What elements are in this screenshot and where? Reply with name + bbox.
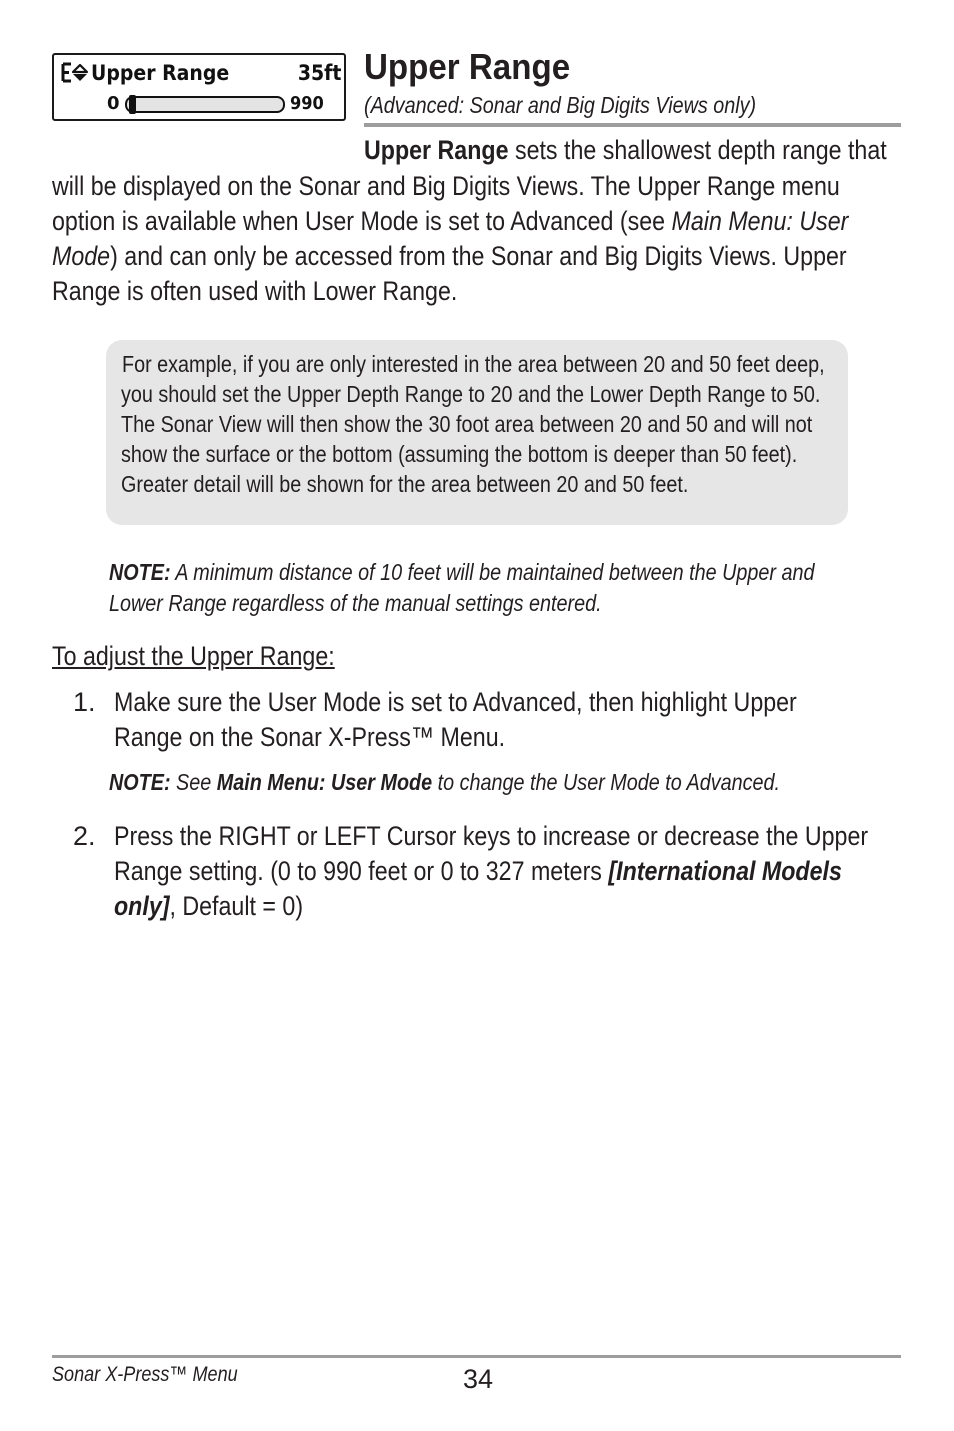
intro-line-5: Range is often used with Lower Range.	[52, 276, 458, 306]
cross-reference: Main Menu: User Mode	[216, 769, 433, 795]
expand-arrows-icon	[61, 61, 89, 90]
menu-label: Upper Range	[91, 61, 230, 85]
slider-min-label: 0	[107, 93, 120, 114]
note-line-1	[109, 558, 814, 586]
term-upper-range: Upper Range	[364, 135, 509, 165]
example-line: The Sonar View will then show the 30 foot area between 20 and 50 and will not	[121, 411, 813, 437]
cross-reference: Mode	[52, 241, 111, 271]
cross-reference: Main Menu: User	[671, 206, 849, 236]
page-number: 34	[463, 1364, 494, 1394]
example-line: you should set the Upper Depth Range to 20 and the Lower Depth Range to 50.	[121, 381, 821, 407]
models-qualifier: [International Models	[608, 856, 842, 886]
step-number: 1.	[73, 687, 96, 717]
section-heading: To adjust the Upper Range:	[52, 641, 335, 671]
note-text: A minimum distance of 10 feet will be maintained between the Upper and	[170, 559, 815, 585]
step-1-line-2: Range on the Sonar X-Press™ Menu.	[114, 722, 506, 752]
note-text: See	[170, 769, 217, 795]
note-text: to change the User Mode to Advanced.	[432, 769, 780, 795]
note-user-mode	[109, 768, 780, 796]
intro-line-4	[52, 240, 847, 272]
intro-line-2: will be displayed on the Sonar and Big Digits Views. The Upper Range menu	[52, 171, 840, 201]
range-slider[interactable]	[125, 96, 285, 113]
intro-text: ) and can only be accessed from the Sonar and Big Digits Views. Upper	[110, 241, 847, 271]
step-2-line-2	[114, 855, 842, 887]
models-qualifier: only]	[114, 891, 170, 921]
upper-range-menu-widget	[52, 53, 346, 121]
example-line: show the surface or the bottom (assuming the bottom is deeper than 50 feet).	[121, 441, 798, 467]
page-subtitle: (Advanced: Sonar and Big Digits Views only)	[364, 92, 757, 118]
step-2-line-1: Press the RIGHT or LEFT Cursor keys to increase or decrease the Upper	[114, 821, 869, 851]
intro-line-3	[52, 205, 848, 237]
example-line: Greater detail will be shown for the area between 20 and 50 feet.	[121, 471, 689, 497]
title-divider	[364, 123, 901, 127]
intro-text: sets the shallowest depth range that	[508, 135, 887, 165]
note-line-2: Lower Range regardless of the manual settings entered.	[109, 590, 602, 616]
intro-line-1	[364, 134, 887, 166]
footer-section-label: Sonar X-Press™ Menu	[52, 1363, 238, 1386]
step-1-line-1: Make sure the User Mode is set to Advanced, then highlight Upper	[114, 687, 797, 717]
intro-text: option is available when User Mode is set to Advanced (see	[52, 206, 672, 236]
step-number: 2.	[73, 821, 96, 851]
note-label: NOTE:	[109, 559, 171, 585]
footer-divider	[52, 1355, 901, 1358]
example-callout	[106, 340, 848, 525]
step-text: Range setting. (0 to 990 feet or 0 to 327 meters	[114, 856, 609, 886]
step-2-line-3	[114, 890, 303, 922]
slider-max-label: 990	[290, 93, 324, 114]
page-title: Upper Range	[364, 46, 571, 87]
example-line: For example, if you are only interested in the area between 20 and 50 feet deep,	[122, 351, 825, 377]
note-label: NOTE:	[109, 769, 171, 795]
step-text: , Default = 0)	[169, 891, 304, 921]
menu-value: 35ft	[297, 61, 341, 85]
slider-thumb[interactable]	[129, 95, 136, 114]
